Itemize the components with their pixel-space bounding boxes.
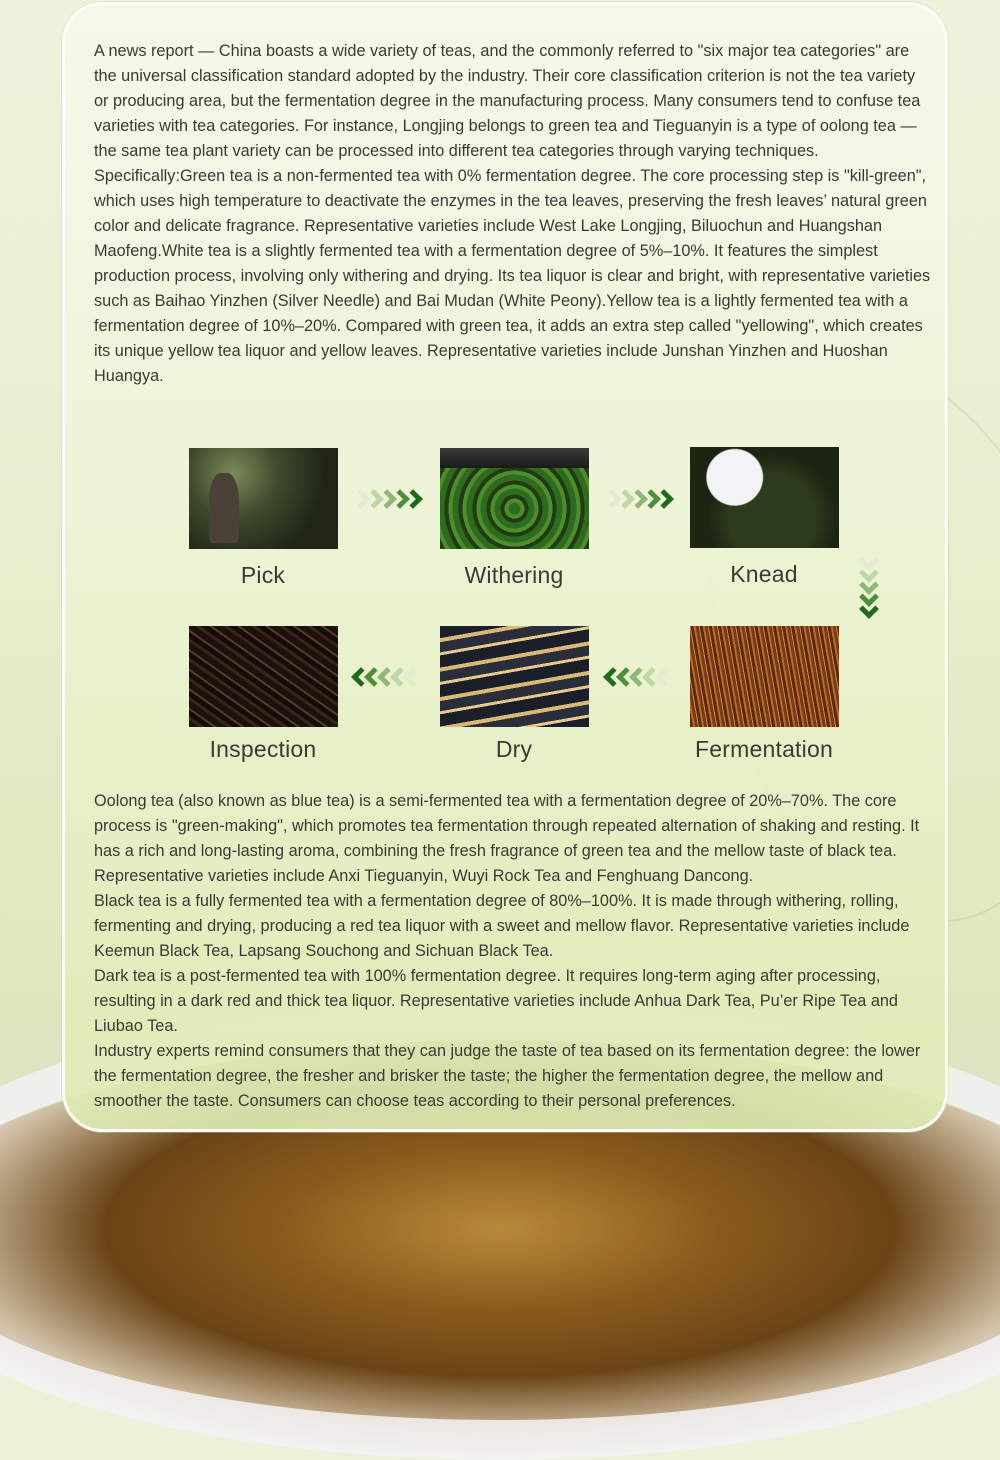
step-pick <box>188 448 338 588</box>
step-withering <box>439 448 589 588</box>
fermentation-photo <box>690 626 839 727</box>
step-label: Withering <box>464 562 564 588</box>
closing-paragraph: Dark tea is a post-fermented tea with 100% fermentation degree. It requires long-term aging after processing, resulting in a dark red and thick tea liquor. Representative varieties include Anhua Dark Tea, Pu’er Ripe Tea and Liubao Tea. <box>94 967 898 1035</box>
arrow-right-icon <box>354 488 419 514</box>
step-label: Fermentation <box>695 736 833 762</box>
step-label: Inspection <box>209 736 317 762</box>
step-inspection <box>188 626 338 762</box>
pick-photo <box>189 448 338 549</box>
withering-photo <box>440 448 589 549</box>
arrow-left-icon <box>606 666 671 692</box>
knead-photo <box>690 447 839 548</box>
step-label: Dry <box>495 736 533 762</box>
arrow-right-icon <box>605 488 670 514</box>
step-label: Knead <box>730 561 798 587</box>
step-label: Pick <box>240 562 286 588</box>
intro-text <box>94 39 934 389</box>
intro-paragraph: Specifically:Green tea is a non-fermented tea with 0% fermentation degree. The core processing step is "kill-green", which uses high temperature to deactivate the enzymes in the tea leaves, preserving the fresh leaves’ natural green color and delicate fragrance. Representative varieties include West Lake Longjing, Biluochun and Huangshan Maofeng.White tea is a slightly fermented tea with a fermentation degree of 5%–10%. It features the simplest production process, involving only withering and drying. Its tea liquor is clear and bright, with representative varieties such as Baihao Yinzhen (Silver Needle) and Bai Mudan (White Peony).Yellow tea is a lightly fermented tea with a fermentation degree of 10%–20%. Compared with green tea, it adds an extra step called "yellowing", which creates its unique yellow tea liquor and yellow leaves. Representative varieties include Junshan Yinzhen and Huoshan Huangya. <box>94 167 931 385</box>
arrow-left-icon <box>354 666 419 692</box>
intro-paragraph: A news report — China boasts a wide variety of teas, and the commonly referred to "six major tea categories" are the universal classification standard adopted by the industry. Their core classification criterion is not the tea variety or producing area, but the fermentation degree in the manufacturing process. Many consumers tend to confuse tea varieties with tea categories. For instance, Longjing belongs to green tea and Tieguanyin is a type of oolong tea — the same tea plant variety can be processed into different tea categories through varying techniques. <box>94 42 921 160</box>
closing-text <box>94 789 934 1114</box>
dry-photo <box>440 626 589 727</box>
arrow-down-icon <box>857 560 883 620</box>
closing-paragraph: Black tea is a fully fermented tea with a fermentation degree of 80%–100%. It is made through withering, rolling, fermenting and drying, producing a red tea liquor with a sweet and mellow flavor. Representative varieties include Keemun Black Tea, Lapsang Souchong and Sichuan Black Tea. <box>94 892 910 960</box>
step-knead <box>689 447 839 587</box>
closing-paragraph: Oolong tea (also known as blue tea) is a semi-fermented tea with a fermentation degree of 20%–70%. The core process is "green-making", which promotes tea fermentation through repeated alternation of shaking and resting. It has a rich and long-lasting aroma, combining the fresh fragrance of green tea and the mellow taste of black tea. Representative varieties include Anxi Tieguanyin, Wuyi Rock Tea and Fenghuang Dancong. <box>94 792 920 885</box>
step-dry <box>439 626 589 762</box>
step-fermentation <box>689 626 839 762</box>
closing-paragraph: Industry experts remind consumers that they can judge the taste of tea based on its fermentation degree: the lower the fermentation degree, the fresher and brisker the taste; the higher the fermentation degree, the mellow and smoother the taste. Consumers can choose teas according to their personal preferences. <box>94 1042 921 1110</box>
inspection-photo <box>189 626 338 727</box>
